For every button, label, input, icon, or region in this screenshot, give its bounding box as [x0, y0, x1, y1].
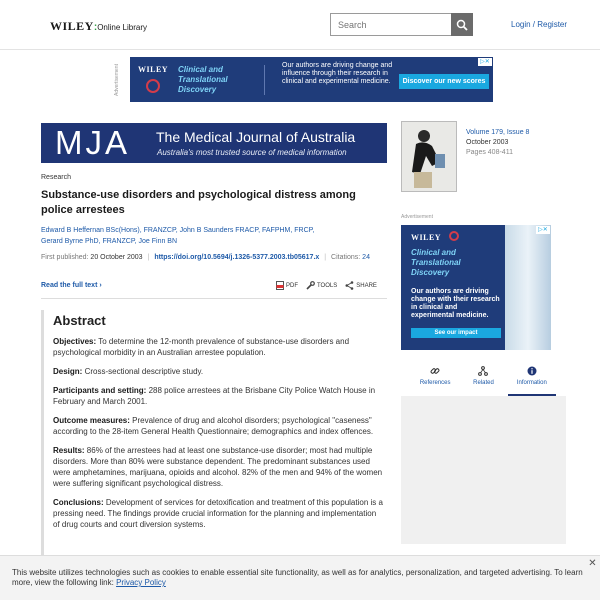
abstract-paragraph — [53, 497, 383, 530]
login-register-link[interactable]: Login / Register — [511, 20, 568, 29]
ad-text: Our authors are driving change and influence through their research in clinical and experimental medicine. — [282, 62, 393, 85]
pdf-button[interactable] — [276, 281, 298, 290]
privacy-policy-link[interactable]: Privacy Policy — [116, 578, 166, 587]
tab-label: Information — [516, 380, 547, 386]
journal-tagline: Australia's most trusted source of medical information — [157, 148, 347, 157]
ad-title — [411, 248, 461, 278]
ad-title-line: Clinical and — [411, 248, 456, 257]
ad-title — [178, 65, 228, 95]
journal-banner[interactable] — [41, 123, 387, 163]
first-published-label: First published: — [41, 254, 89, 261]
separator: | — [147, 254, 150, 261]
issue-volume-link[interactable]: Volume 179, Issue 8 — [466, 129, 530, 136]
pdf-label: PDF — [286, 282, 298, 289]
logo-sub: Online Library — [97, 23, 147, 32]
tools-label: TOOLS — [317, 282, 338, 289]
wrench-icon — [306, 281, 315, 290]
ad-cta-button[interactable]: See our impact — [411, 328, 501, 338]
read-full-text-link[interactable] — [41, 282, 102, 289]
info-icon — [508, 366, 556, 380]
ad-title-line: Discovery — [411, 268, 450, 277]
link-icon — [411, 366, 459, 380]
tab-label: References — [419, 380, 451, 386]
abstract-paragraph — [53, 415, 383, 437]
share-label: SHARE — [356, 282, 377, 289]
search-icon — [456, 19, 468, 31]
publication-info — [41, 254, 370, 261]
ad-label: Advertisement — [114, 64, 120, 96]
ad-text: Our authors are driving change with their research in clinical and experimental medicine. — [411, 288, 500, 319]
first-published-date: 20 October 2003 — [90, 254, 143, 261]
cookie-text — [12, 568, 587, 588]
issue-pages: Pages 408-411 — [466, 149, 513, 156]
abstract-section — [41, 310, 387, 560]
share-button[interactable] — [345, 281, 377, 290]
article-tools — [276, 281, 377, 290]
abstract-label: Results: — [53, 446, 85, 455]
abstract-text: Cross-sectional descriptive study. — [84, 367, 204, 376]
ad-journal-mark-icon — [146, 79, 160, 93]
doi-link[interactable]: https://doi.org/10.5694/j.1326-5377.2003.tb05617.x — [154, 254, 320, 261]
site-header — [0, 0, 600, 50]
share-icon — [345, 281, 354, 290]
ad-title-line: Translational — [178, 75, 228, 84]
issue-date: October 2003 — [466, 139, 509, 146]
information-panel — [401, 396, 566, 544]
wiley-logo[interactable] — [50, 19, 147, 34]
abstract-label: Objectives: — [53, 337, 97, 346]
search-button[interactable] — [451, 13, 473, 36]
close-icon[interactable]: ✕ — [588, 558, 597, 569]
issue-info — [466, 128, 529, 158]
abstract-paragraph — [53, 366, 383, 377]
pdf-icon — [276, 281, 284, 290]
tab-related[interactable] — [459, 364, 507, 396]
tab-information[interactable] — [508, 364, 556, 396]
ad-label: Advertisement — [401, 214, 433, 220]
abstract-paragraph — [53, 385, 383, 407]
journal-cover-image[interactable] — [401, 121, 457, 192]
ad-choices-icon[interactable]: ▷✕ — [536, 226, 550, 234]
abstract-label: Outcome measures: — [53, 416, 130, 425]
abstract-text: Development of services for detoxification and treatment of this population is a pressing need. The findings provide crucial information for the planning and implementation of drug courts and court diversion systems. — [53, 498, 383, 529]
abstract-paragraph — [53, 336, 383, 358]
abstract-label: Conclusions: — [53, 498, 104, 507]
article-section: Research — [41, 174, 71, 181]
ad-title-line: Clinical and — [178, 65, 223, 74]
tools-button[interactable] — [306, 281, 337, 290]
tab-label: Related — [473, 380, 494, 386]
ad-choices-icon[interactable]: ▷✕ — [478, 58, 492, 66]
abstract-text: Prevalence of drug and alcohol disorders; psychological "caseness" according to the 28-item General Health Questionnaire; demographics and index offences. — [53, 416, 374, 436]
citations-label: Citations: — [331, 254, 361, 261]
ad-title-line: Discovery — [178, 85, 217, 94]
network-icon — [459, 366, 507, 380]
ad-journal-mark-icon — [449, 231, 459, 241]
ad-title-line: Translational — [411, 258, 461, 267]
separator: | — [324, 254, 327, 261]
abstract-heading: Abstract — [53, 313, 106, 328]
abstract-paragraph — [53, 445, 383, 489]
journal-abbr: MJA — [55, 124, 130, 161]
side-advertisement[interactable] — [401, 225, 551, 350]
divider — [41, 298, 387, 299]
ad-logo: WILEY — [411, 233, 442, 242]
citations-count[interactable]: 24 — [362, 254, 370, 261]
cover-illustration-icon — [402, 122, 457, 192]
ad-divider — [264, 65, 265, 95]
article-title: Substance-use disorders and psychological distress among police arrestees — [41, 189, 356, 216]
read-full-text-label: Read the full text — [41, 282, 98, 289]
abstract-text: 86% of the arrestees had at least one substance-use disorder; most had multiple disorders. More than 80% were substance dependent. The predominant substances used were amphetamines, marijuana, opioids and alcohol. 82% of the men and 94% of the women were suffering significant psychological distress. — [53, 446, 383, 488]
chevron-right-icon: › — [99, 282, 102, 289]
tab-references[interactable] — [411, 364, 459, 396]
article-authors[interactable]: Edward B Heffernan BSc(Hons), FRANZCP, John B Saunders FRACP, FAFPHM, FRCP, Gerard Byrne PhD, FRANZCP, Joe Finn BN — [41, 227, 315, 245]
abstract-text: To determine the 12-month prevalence of substance-use disorders and psychological morbidity in an Australian arrestee population. — [53, 337, 350, 357]
side-tabs — [411, 364, 556, 396]
logo-brand: WILEY — [50, 19, 94, 33]
logo-dot-icon: : — [93, 22, 98, 33]
ad-logo: WILEY — [138, 65, 169, 74]
abstract-text: 288 police arrestees at the Brisbane City Police Watch House in February and March 2001. — [53, 386, 376, 406]
top-advertisement[interactable] — [130, 57, 493, 102]
search-input[interactable] — [330, 13, 452, 36]
cookie-banner — [0, 555, 600, 600]
abstract-label: Participants and setting: — [53, 386, 147, 395]
journal-name: The Medical Journal of Australia — [156, 129, 356, 145]
ad-cta-button[interactable]: Discover our new scores — [399, 74, 489, 89]
ad-photo — [505, 225, 551, 350]
cookie-message: This website utilizes technologies such as cookies to enable essential site functionality, as well as for analytics, personalization, and targeted advertising. To learn more, view the following link: — [12, 568, 583, 587]
abstract-label: Design: — [53, 367, 83, 376]
